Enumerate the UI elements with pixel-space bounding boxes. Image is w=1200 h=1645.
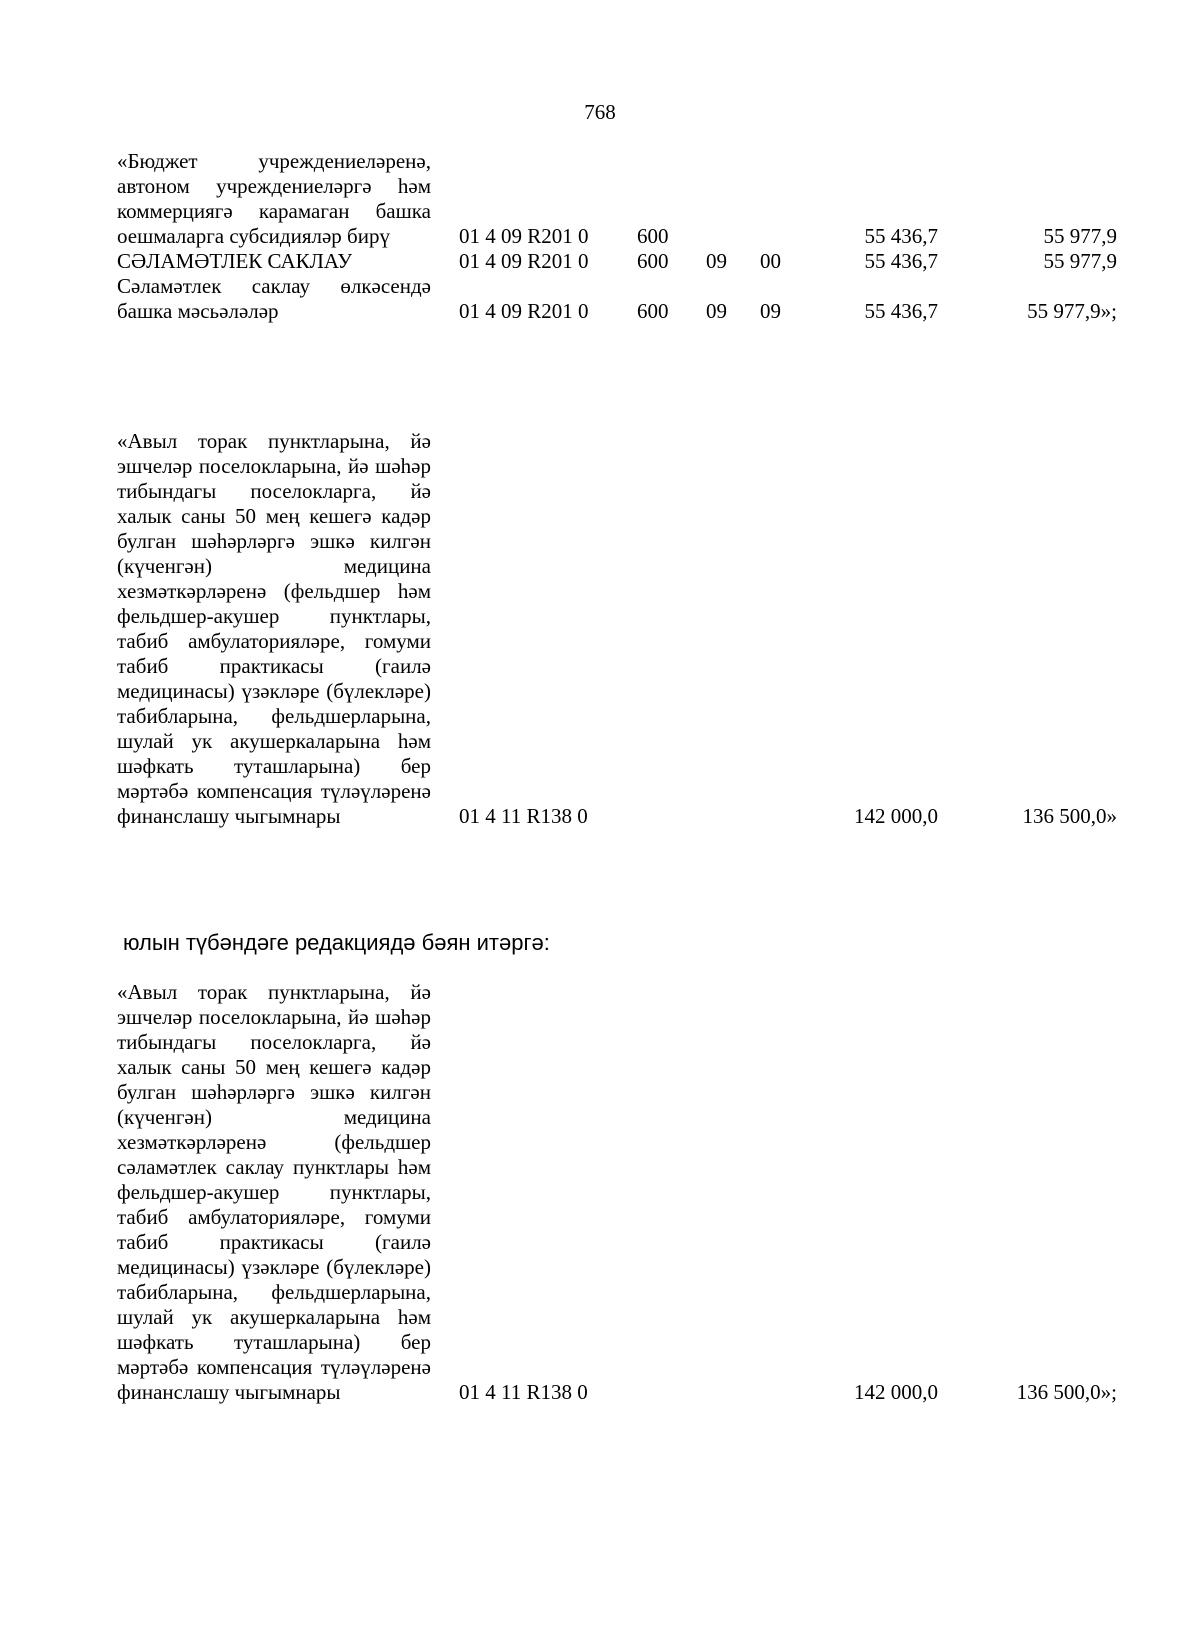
row-name: СӘЛАМӘТЛЕК САКЛАУ [117,249,353,273]
instruction-text: юлын түбәндәге редакциядә бәян итәргә: [123,930,550,955]
budget-table-2 [117,429,1137,829]
row-value-1: 55 436,7 [864,249,938,273]
table-row [117,274,1137,324]
row-subsection: 00 [760,249,781,273]
row-code: 01 4 11 R138 0 [459,1380,588,1404]
table-row [117,149,1137,249]
row-value-2: 136 500,0» [1022,804,1117,828]
page-number: 768 [584,100,616,124]
row-value-1: 142 000,0 [854,804,938,828]
row-value-2: 55 977,9»; [1027,299,1117,323]
row-name: «Авыл торак пунктларына, йә эшчеләр поселокларына, йә шәһәр тибындагы поселокларга, йә халык саны 50 мең кешегә кадәр булган шәһәрләргә эшкә килгән (күченгән) медицина хезмәткәрләренә (фельдшер сәламәтлек саклау пунктлары һәм фельдшер-акушер пунктлары, табиб амбулаторияләре, гомуми табиб практикасы (гаилә медицинасы) үзәкләре (бүлекләре) табибларына, фельдшерларына, шулай ук акушеркаларына һәм шәфкать туташларына) бер мәртәбә компенсация түләүләренә финанслашу чыгымнары [117,980,431,1404]
row-subsection: 09 [760,299,781,323]
row-group: 600 [637,249,669,273]
budget-table-3 [117,980,1137,1405]
row-name: «Авыл торак пунктларына, йә эшчеләр поселокларына, йә шәһәр тибындагы поселокларга, йә халык саны 50 мең кешегә кадәр булган шәһәрләргә эшкә килгән (күченгән) медицина хезмәткәрләренә (фельдшер һәм фельдшер-акушер пунктлары, табиб амбулаторияләре, гомуми табиб практикасы (гаилә медицинасы) үзәкләре (бүлекләре) табибларына, фельдшерларына, шулай ук акушеркаларына һәм шәфкать туташларына) бер мәртәбә компенсация түләүләренә финанслашу чыгымнары [117,429,431,828]
row-code: 01 4 09 R201 0 [459,249,589,273]
row-value-1: 55 436,7 [864,224,938,248]
table-row [117,429,1137,829]
row-name: Сәламәтлек саклау өлкәсендә башка мәсьәләләр [117,274,431,323]
row-code: 01 4 09 R201 0 [459,224,589,248]
row-code: 01 4 11 R138 0 [459,804,588,828]
table-row [117,249,1137,274]
row-section: 09 [706,299,727,323]
row-code: 01 4 09 R201 0 [459,299,589,323]
row-group: 600 [637,299,669,323]
row-value-2: 55 977,9 [1043,249,1117,273]
row-value-1: 55 436,7 [864,299,938,323]
row-name: «Бюджет учреждениеләренә, автоном учреждениеләргә һәм коммерциягә карамаган башка оешмаларга субсидияләр бирү [117,149,431,248]
budget-table-1 [117,149,1137,324]
row-section: 09 [706,249,727,273]
table-row [117,980,1137,1405]
row-group: 600 [637,224,669,248]
row-value-2: 136 500,0»; [1016,1380,1117,1404]
row-value-1: 142 000,0 [854,1380,938,1404]
row-value-2: 55 977,9 [1043,224,1117,248]
